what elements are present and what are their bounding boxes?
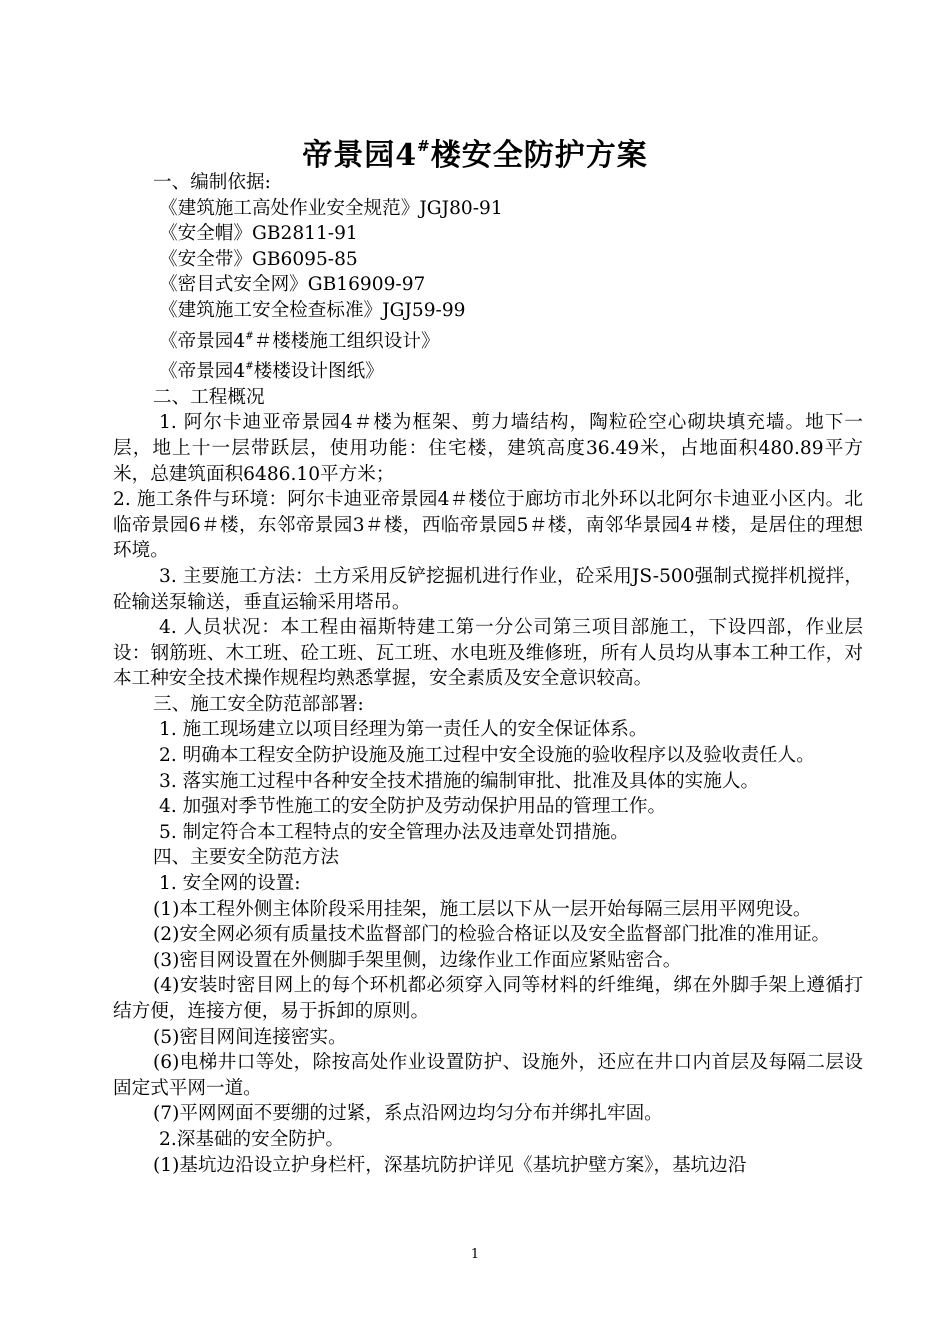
list-item: (1)基坑边沿设立护身栏杆，深基坑防护详见《基坑护壁方案》，基坑边沿: [153, 1154, 747, 1176]
title-superscript: #: [417, 137, 431, 155]
list-item: (2)安全网必须有质量技术监督部门的检验合格证以及安全监督部门批准的准用证。: [153, 924, 831, 946]
list-item: (4)安装时密目网上的每个环机都必须穿入同等材料的纤维绳，绑在外脚手架上遵循打结方便，连接方便，易于拆卸的原则。: [113, 975, 863, 1022]
ref-text-post: ＃楼楼施工组织设计》: [253, 330, 440, 352]
reference-item: 《安全帽》GB2811-91: [159, 223, 358, 245]
ref-text-post: 楼楼设计图纸》: [253, 361, 384, 383]
paragraph: 3. 主要施工方法：土方采用反铲挖掘机进行作业，砼采用JS-500强制式搅拌机搅拌，砼输送泵输送，垂直运输采用塔吊。: [113, 565, 863, 613]
section-heading: 四、主要安全防范方法: [153, 847, 339, 869]
reference-item: [113, 354, 863, 385]
reference-item: 《安全带》GB6095-85: [159, 248, 358, 270]
ref-superscript: #: [245, 330, 254, 342]
ref-superscript: #: [245, 361, 254, 373]
reference-item: [113, 324, 863, 355]
reference-item: 《建筑施工安全检查标准》JGJ59-99: [159, 299, 466, 321]
paragraph: 2. 施工条件与环境：阿尔卡迪亚帝景园4＃楼位于廊坊市北外环以北阿尔卡迪亚小区内。北临帝景园6＃楼，东邻帝景园3＃楼，西临帝景园5＃楼，南邻华景园4＃楼，是居住的理想环境。: [113, 489, 863, 562]
section-heading: 三、施工安全防范部部署:: [153, 693, 364, 715]
ref-text-pre: 《帝景园4: [159, 330, 246, 352]
list-item: (7)平网网面不要绷的过紧，系点沿网边均匀分布并绑扎牢固。: [153, 1103, 663, 1125]
list-item: (1)本工程外侧主体阶段采用挂架，施工层以下从一层开始每隔三层用平网兜设。: [153, 898, 812, 920]
section-heading: 一、编制依据:: [153, 172, 271, 193]
reference-item: 《密目式安全网》GB16909-97: [159, 274, 426, 296]
title-text-pre: 帝景园4: [302, 138, 418, 173]
list-item: (5)密目网间连接密实。: [153, 1026, 347, 1048]
document-title: [0, 126, 950, 176]
page-number: 1: [470, 1247, 480, 1262]
subsection-heading: 2.深基础的安全防护。: [159, 1128, 345, 1150]
document-body: [113, 170, 863, 1178]
subsection-heading: 1. 安全网的设置:: [159, 873, 301, 895]
ref-text-pre: 《帝景园4: [159, 361, 246, 383]
list-item: 5. 制定符合本工程特点的安全管理办法及违章处罚措施。: [159, 821, 629, 843]
list-item: 4. 加强对季节性施工的安全防护及劳动保护用品的管理工作。: [159, 796, 667, 818]
section-heading: 二、工程概况: [153, 386, 265, 408]
reference-item: 《建筑施工高处作业安全规范》JGJ80-91: [159, 197, 503, 219]
list-item: (6)电梯井口等处，除按高处作业设置防护、设施外，还应在井口内首层及每隔二层设固定式平网一道。: [113, 1052, 863, 1099]
list-item: 2. 明确本工程安全防护设施及施工过程中安全设施的验收程序以及验收责任人。: [159, 745, 815, 767]
paragraph: 4. 人员状况：本工程由福斯特建工第一分公司第三项目部施工，下设四部，作业层设：钢筋班、木工班、砼工班、瓦工班、水电班及维修班，所有人员均从事本工种工作，对本工种安全技术操作规程均熟悉掌握，安全素质及安全意识较高。: [113, 617, 863, 690]
title-text-post: 楼安全防护方案: [430, 138, 648, 173]
list-item: 3. 落实施工过程中各种安全技术措施的编制审批、批准及具体的实施人。: [159, 770, 760, 792]
list-item: (3)密目网设置在外侧脚手架里侧，边缘作业工作面应紧贴密合。: [153, 949, 682, 971]
paragraph: 1. 阿尔卡迪亚帝景园4＃楼为框架、剪力墙结构，陶粒砼空心砌块填充墙。地下一层，地上十一层带跃层，使用功能：住宅楼，建筑高度36.49米，占地面积480.89平方米，总建筑面积6486.10平方米；: [113, 412, 863, 485]
list-item: 1. 施工现场建立以项目经理为第一责任人的安全保证体系。: [159, 719, 648, 741]
